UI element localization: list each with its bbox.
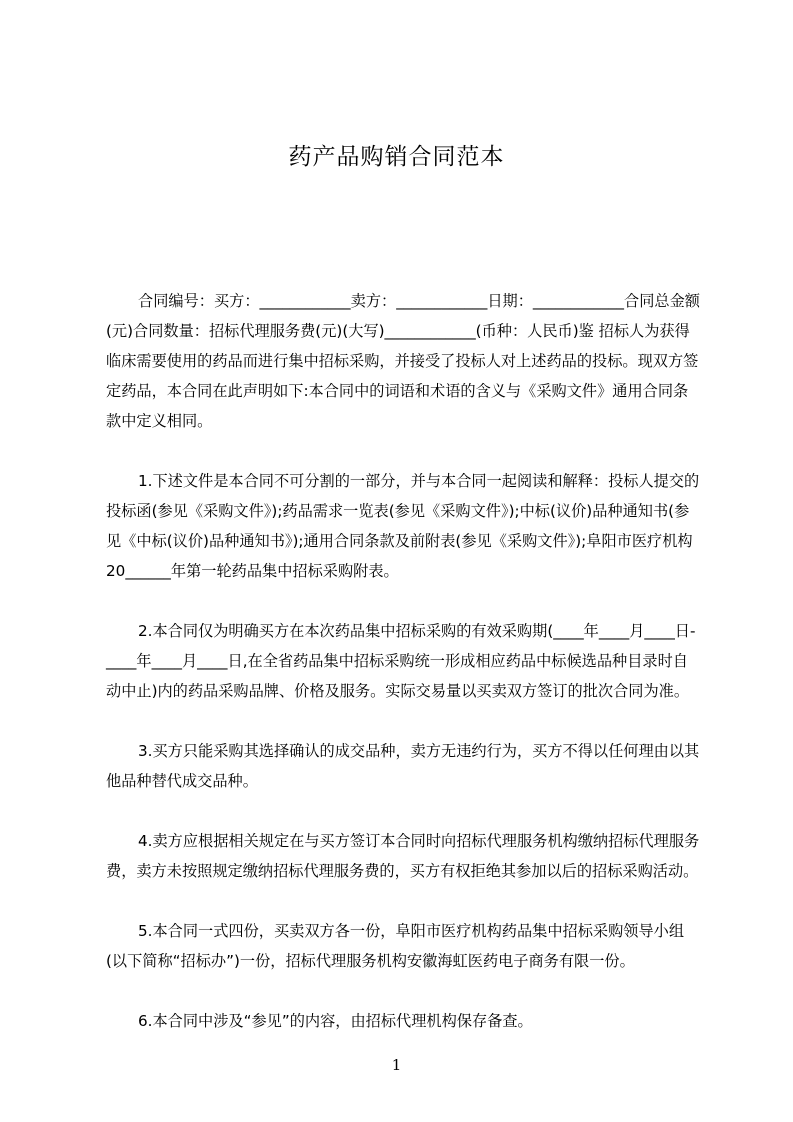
paragraph-clause-1: 1.下述文件是本合同不可分割的一部分，并与本合同一起阅读和解释：投标人提交的投标函(参见《采购文件》);药品需求一览表(参见《采购文件》);中标(议价)品种通知书(参见《中标(议价)品种通知书》);通用合同条款及前附表(参见《采购文件》);阜阳市医疗机构20______年第一轮药品集中招标采购附表。 — [106, 472, 700, 580]
paragraph-clause-5: 5.本合同一式四份，买卖双方各一份，阜阳市医疗机构药品集中招标采购领导小组(以下简称“招标办”)一份，招标代理服务机构安徽海虹医药电子商务有限一份。 — [106, 922, 685, 970]
document-title: 药产品购销合同范本 — [288, 144, 505, 170]
paragraph-clause-6: 6.本合同中涉及“参见”的内容，由招标代理机构保存备查。 — [138, 1012, 533, 1030]
document-body — [106, 286, 700, 1036]
paragraph-clause-2: 2.本合同仅为明确买方在本次药品集中招标采购的有效采购期(____年____月____日-____年____月____日,在全省药品集中招标采购统一形成相应药品中标候选品种目录时自动中止)内的药品采购品牌、价格及服务。实际交易量以买卖双方签订的批次合同为准。 — [106, 622, 696, 700]
paragraph-clause-3: 3.买方只能采购其选择确认的成交品种，卖方无违约行为，买方不得以任何理由以其他品种替代成交品种。 — [106, 742, 700, 790]
paragraph-intro: 合同编号：买方：____________卖方：____________日期：____________合同总金额(元)合同数量：招标代理服务费(元)(大写)____________(币种：人民币)鉴 招标人为获得临床需要使用的药品而进行集中招标采购，并接受了投标人对上述药品的投标。现双方签定药品，本合同在此声明如下:本合同中的词语和术语的含义与《采购文件》通用合同条款中定义相同。 — [106, 292, 700, 430]
paragraph-clause-4: 4.卖方应根据相关规定在与买方签订本合同时向招标代理服务机构缴纳招标代理服务费，卖方未按照规定缴纳招标代理服务费的，买方有权拒绝其参加以后的招标采购活动。 — [106, 832, 700, 880]
page-number: 1 — [391, 1056, 402, 1074]
